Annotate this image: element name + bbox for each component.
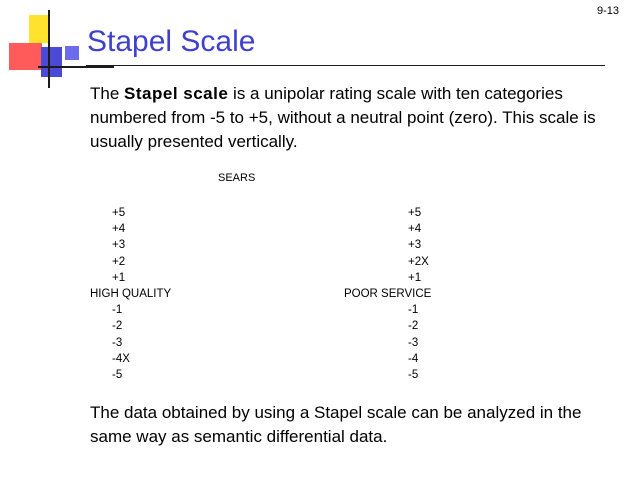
scale-attribute-label: POOR SERVICE (344, 287, 432, 300)
scale-left-column (90, 205, 171, 383)
scale-attribute-label: HIGH QUALITY (90, 287, 172, 300)
scale-value: +4 (112, 223, 126, 236)
logo-horizontal-line (38, 66, 114, 68)
intro-term: Stapel scale (124, 84, 229, 103)
outro-paragraph: The data obtained by using a Stapel scale can be analyzed in the same way as semantic differential data. (90, 403, 582, 446)
scale-value: -1 (408, 304, 419, 317)
scale-value: +3 (408, 239, 422, 252)
scale-right-column (344, 205, 431, 383)
logo-yellow-square (29, 15, 50, 43)
intro-prefix: The (90, 84, 125, 103)
scale-value: -2 (112, 320, 123, 333)
scale-value: +3 (112, 239, 126, 252)
scale-value: +2 (112, 255, 126, 268)
slide-title: Stapel Scale (87, 25, 256, 58)
scale-value: +2X (408, 255, 429, 268)
slide-logo (0, 0, 100, 90)
intro-suffix: is a unipolar rating scale with ten categories numbered from -5 to +5, without a neutral point (zero). This scale is usually presented vertically. (90, 84, 596, 151)
scale-value: +4 (408, 223, 422, 236)
title-divider (86, 65, 605, 66)
scale-value: +5 (408, 207, 422, 219)
scale-value: -3 (112, 336, 123, 349)
scale-title: SEARS (218, 172, 256, 184)
logo-blue-square (41, 47, 62, 77)
scale-value: -1 (112, 304, 123, 317)
scale-value: -5 (408, 368, 419, 381)
logo-vertical-line (48, 10, 50, 88)
scale-value: +1 (408, 271, 422, 284)
intro-paragraph (90, 82, 612, 154)
logo-small-blue-square (65, 46, 79, 60)
scale-value: -4X (112, 352, 130, 365)
scale-value: +1 (112, 271, 126, 284)
scale-value: -4 (408, 352, 419, 365)
slide-number: 9-13 (596, 5, 619, 17)
scale-value: -3 (408, 336, 419, 349)
scale-value: -2 (408, 320, 419, 333)
scale-value: -5 (112, 368, 123, 381)
scale-value: +5 (112, 207, 126, 219)
